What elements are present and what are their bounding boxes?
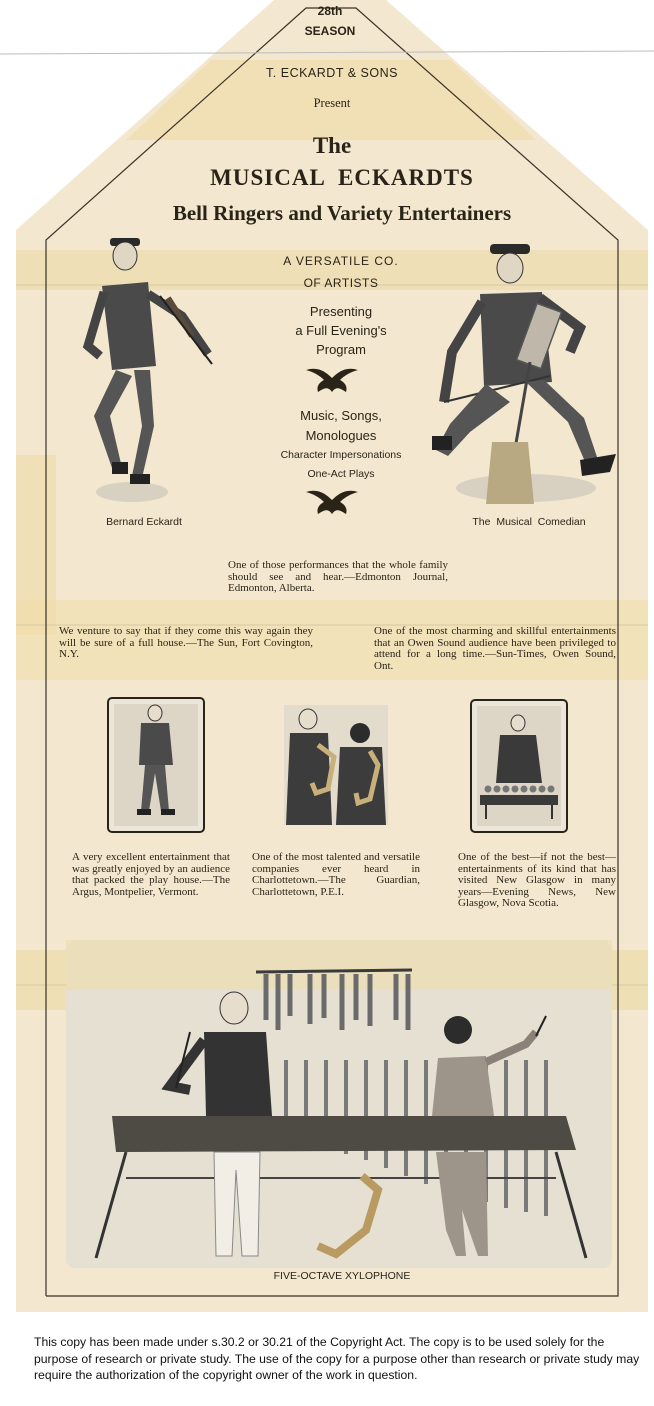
page-subtitle: Bell Ringers and Variety Entertainers <box>172 201 512 225</box>
character-line: Character Impersonations <box>280 449 402 461</box>
season-number: 28th <box>317 4 343 18</box>
xylophone-photo <box>66 940 612 1268</box>
music-line-1: Music, Songs, <box>300 408 382 423</box>
copyright-notice: This copy has been made under s.30.2 or 30.21 of the Copyright Act. The copy is to be used solely for the purpose of research or private study. The use of the copy for a purpose other than research or private study may require the authorization of the copyright owner of the work in question. <box>34 1335 640 1382</box>
comedian-photo <box>430 242 620 508</box>
presenting-line-1: Presenting <box>309 304 373 319</box>
quote-evening-news: One of the best—if not the best—entertainments of its kind that has visited New Glasgow in many years—Evening News, New Glasgow, Nova Scotia. <box>458 851 616 909</box>
quote-edmonton: One of those performances that the whole family should see and hear.—Edmonton Journal, Edmonton, Alberta. <box>228 559 448 594</box>
saxophone-duo-photo <box>284 705 388 825</box>
brochure-sheet <box>16 0 648 1312</box>
quote-sun: We venture to say that if they come this way again they will be sure of a full house.—The Sun, Fort Covington, N.Y. <box>59 625 313 660</box>
music-line-2: Monologues <box>305 428 377 443</box>
page-title: MUSICAL ECKARDTS <box>210 165 474 190</box>
one-act-line: One-Act Plays <box>307 468 375 480</box>
ornament-icon <box>304 366 360 396</box>
left-figure-caption: Bernard Eckardt <box>106 516 182 528</box>
ornament-icon <box>304 488 360 518</box>
artists-line: OF ARTISTS <box>303 276 379 290</box>
boy-photo <box>107 697 205 833</box>
quote-owen-sound: One of the most charming and skillful entertainments that an Owen Sound audience have been privileged to attend for a long time.—Sun-Times, Owen Sound, Ont. <box>374 625 616 672</box>
company-name: T. ECKARDT & SONS <box>266 66 398 80</box>
present-label: Present <box>313 96 351 110</box>
scan-line <box>0 50 654 56</box>
title-the: The <box>312 133 352 158</box>
violinist-photo <box>72 236 222 510</box>
versatile-line: A VERSATILE CO. <box>283 254 399 268</box>
season-label: SEASON <box>304 24 356 38</box>
right-figure-caption: The Musical Comedian <box>472 516 586 528</box>
bells-performer-photo <box>470 699 568 833</box>
quote-guardian: One of the most talented and versatile companies ever heard in Charlottetown.—The Guardian, Charlottetown, P.E.I. <box>252 851 420 898</box>
presenting-line-2: a Full Evening's <box>295 323 387 338</box>
presenting-line-3: Program <box>316 342 366 357</box>
quote-argus: A very excellent entertainment that was greatly enjoyed by an audience that packed the play house.—The Argus, Montpelier, Vermont. <box>72 851 230 898</box>
xylophone-caption: FIVE-OCTAVE XYLOPHONE <box>273 1270 411 1282</box>
